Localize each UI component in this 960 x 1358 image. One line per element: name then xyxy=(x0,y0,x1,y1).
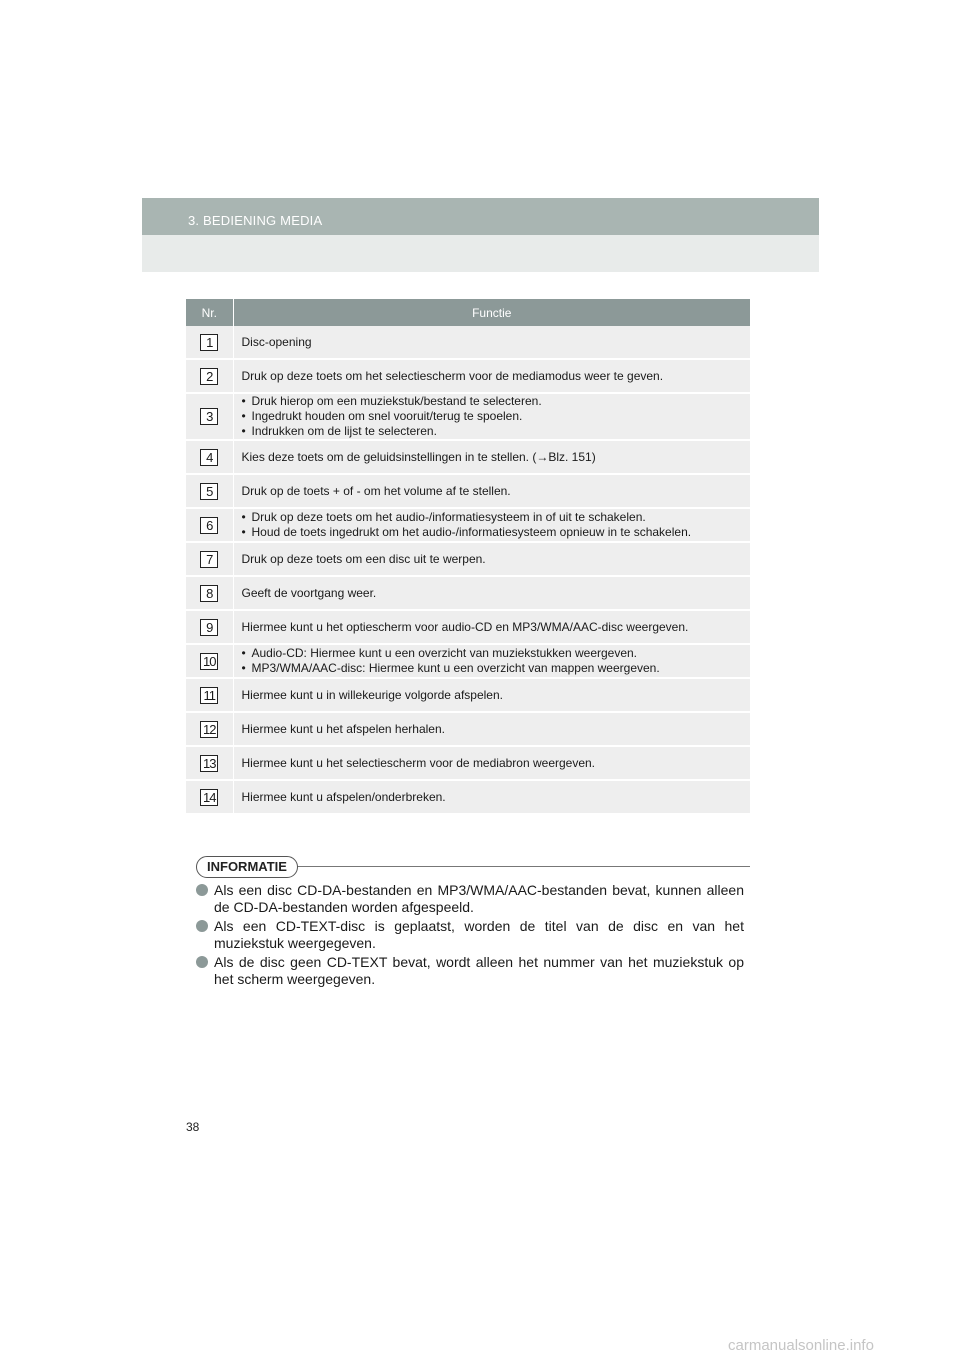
row-text: Hiermee kunt u het afspelen herhalen. xyxy=(233,712,750,746)
info-item xyxy=(196,882,744,916)
table-row xyxy=(186,644,750,678)
row-number: 6 xyxy=(200,517,218,534)
bullet-list xyxy=(242,646,743,676)
bullet-list xyxy=(242,394,743,439)
column-header-functie: Functie xyxy=(233,299,750,326)
bullet-item: • Druk hierop om een muziekstuk/bestand te selecteren. xyxy=(242,394,743,409)
info-list xyxy=(196,882,744,990)
row-number: 7 xyxy=(200,551,218,568)
section-subheader xyxy=(142,235,819,272)
row-text: Druk op deze toets om een disc uit te werpen. xyxy=(233,542,750,576)
bullet-dot-icon xyxy=(196,884,208,896)
row-text: Hiermee kunt u afspelen/onderbreken. xyxy=(233,780,750,814)
table-row xyxy=(186,474,750,508)
table-row xyxy=(186,610,750,644)
table-row xyxy=(186,440,750,474)
row-text: Disc-opening xyxy=(233,326,750,359)
function-table xyxy=(186,299,750,815)
row-text: Druk op deze toets om het selectiescherm voor de mediamodus weer te geven. xyxy=(233,359,750,393)
row-number: 1 xyxy=(200,334,218,351)
row-text: Kies deze toets om de geluidsinstellingen in te stellen. (→Blz. 151) xyxy=(233,440,750,474)
bullet-item: • Indrukken om de lijst te selecteren. xyxy=(242,424,743,439)
watermark: carmanualsonline.info xyxy=(728,1337,874,1354)
row-number: 12 xyxy=(200,721,218,738)
bullet-item: • Ingedrukt houden om snel vooruit/terug te spoelen. xyxy=(242,409,743,424)
table-row xyxy=(186,542,750,576)
info-text: Als een CD-TEXT-disc is geplaatst, worden de titel van de disc en van het muziekstuk weergegeven. xyxy=(214,918,744,951)
info-text: Als de disc geen CD-TEXT bevat, wordt alleen het nummer van het muziekstuk op het scherm weergegeven. xyxy=(214,954,744,987)
row-number: 13 xyxy=(200,755,218,772)
row-number: 11 xyxy=(200,687,218,704)
row-number: 4 xyxy=(200,449,218,466)
row-text: Hiermee kunt u in willekeurige volgorde afspelen. xyxy=(233,678,750,712)
row-number: 14 xyxy=(200,789,218,806)
row-number: 9 xyxy=(200,619,218,636)
bullet-item: • MP3/WMA/AAC-disc: Hiermee kunt u een overzicht van mappen weergeven. xyxy=(242,661,743,676)
info-item xyxy=(196,918,744,952)
table-row xyxy=(186,326,750,359)
row-number: 5 xyxy=(200,483,218,500)
bullet-item: • Druk op deze toets om het audio-/informatiesysteem in of uit te schakelen. xyxy=(242,510,743,525)
table-row xyxy=(186,508,750,542)
table-row xyxy=(186,393,750,440)
bullet-item: • Audio-CD: Hiermee kunt u een overzicht van muziekstukken weergeven. xyxy=(242,646,743,661)
info-text: Als een disc CD-DA-bestanden en MP3/WMA/AAC-bestanden bevat, kunnen alleen de CD-DA-bestanden worden afgespeeld. xyxy=(214,882,744,915)
row-number: 3 xyxy=(200,408,218,425)
section-title: 3. BEDIENING MEDIA xyxy=(188,213,323,228)
section-header xyxy=(142,198,819,235)
bullet-dot-icon xyxy=(196,920,208,932)
table-header-row xyxy=(186,299,750,326)
row-number: 10 xyxy=(200,653,218,670)
info-divider xyxy=(290,866,750,867)
row-number: 2 xyxy=(200,368,218,385)
page-number: 38 xyxy=(186,1120,200,1134)
table-row xyxy=(186,359,750,393)
column-header-nr: Nr. xyxy=(186,299,233,326)
table-row xyxy=(186,576,750,610)
row-text: Druk op de toets + of - om het volume af te stellen. xyxy=(233,474,750,508)
info-label: INFORMATIE xyxy=(196,856,298,878)
row-number: 8 xyxy=(200,585,218,602)
info-item xyxy=(196,954,744,988)
table-row xyxy=(186,712,750,746)
table-row xyxy=(186,780,750,814)
row-text: Geeft de voortgang weer. xyxy=(233,576,750,610)
row-text: Hiermee kunt u het selectiescherm voor de mediabron weergeven. xyxy=(233,746,750,780)
row-text: Hiermee kunt u het optiescherm voor audio-CD en MP3/WMA/AAC-disc weergeven. xyxy=(233,610,750,644)
table-row xyxy=(186,746,750,780)
bullet-list xyxy=(242,510,743,540)
bullet-item: • Houd de toets ingedrukt om het audio-/informatiesysteem opnieuw in te schakelen. xyxy=(242,525,743,540)
bullet-dot-icon xyxy=(196,956,208,968)
table-row xyxy=(186,678,750,712)
